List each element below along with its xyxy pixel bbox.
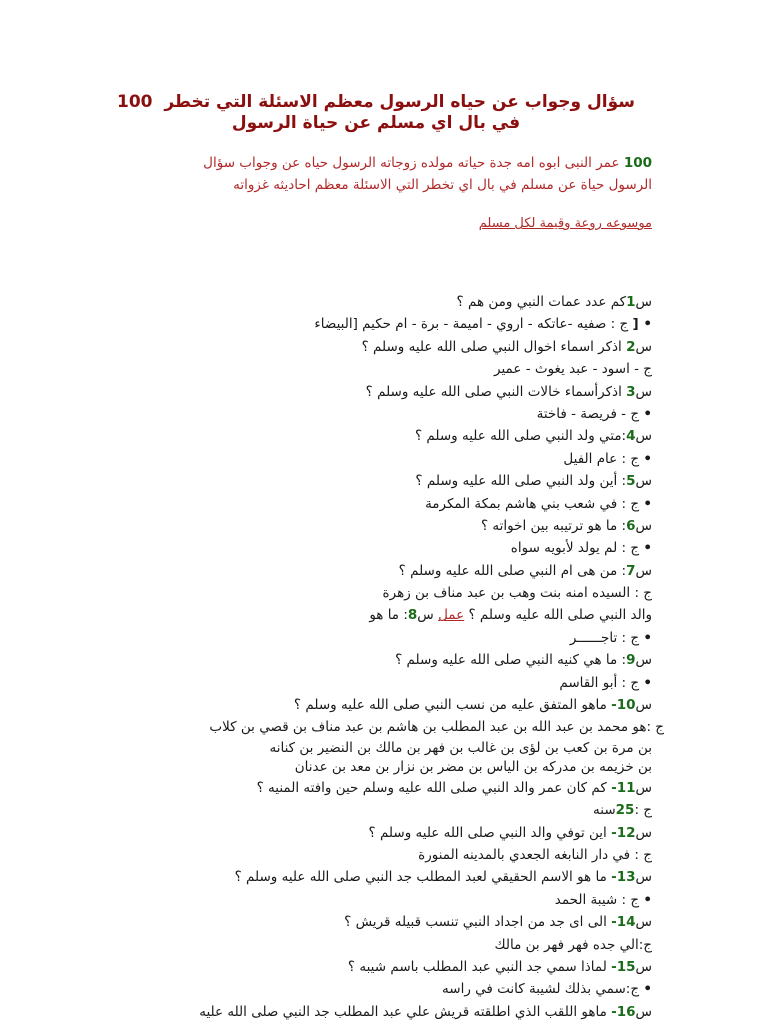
q-prefix: س [635, 294, 652, 310]
title-line-1 [96, 92, 656, 113]
q-prefix: س [635, 517, 652, 534]
bullet: • [643, 981, 652, 998]
question-9 [92, 649, 652, 671]
q-number: 10- [611, 697, 636, 714]
title-number: 100 [117, 92, 153, 112]
bullet: • [643, 540, 652, 557]
question-7 [92, 560, 652, 582]
a-text: ج : شيبة الحمد [554, 891, 640, 908]
q-number: 12- [611, 824, 636, 841]
q-prefix: س [635, 869, 652, 886]
q-number: 8 [407, 607, 418, 624]
q-text: كم عدد عمات النبي ومن هم ؟ [456, 294, 627, 310]
q-prefix: س [417, 607, 439, 624]
answer-12: ج : في دار النابغه الجعدي بالمدينه المنورة [418, 846, 652, 863]
q-number: 14- [611, 914, 636, 931]
a-text: ج:سمي بذلك لشيبة كانت في راسه [442, 981, 640, 998]
question-11 [92, 777, 652, 799]
a-text: ج : عام الفيل [563, 450, 640, 467]
q-prefix: س [635, 383, 652, 400]
bullet: • [643, 629, 652, 646]
bullet: • [643, 891, 652, 908]
question-8 [92, 604, 652, 626]
q-text: : ما هو [369, 607, 408, 624]
a-text: ج - فريصة - فاختة [536, 405, 640, 422]
q-prefix: س [635, 562, 652, 579]
question-16 [92, 1001, 652, 1023]
a-text: ج : أبو القاسم [559, 674, 640, 691]
q-text: اذكر اسماء اخوال النبي صلى الله عليه وسلم ؟ [361, 338, 627, 355]
q-number: 13- [611, 869, 636, 886]
q-prefix: س [635, 1003, 652, 1020]
answer-11 [92, 799, 652, 821]
answer-9 [92, 672, 652, 694]
a-text: ج : في شعب بني هاشم بمكة المكرمة [425, 495, 640, 512]
intro-number: 100 [623, 155, 652, 171]
q-text: لماذا سمي جد النبي عبد المطلب باسم شيبه ؟ [347, 958, 612, 975]
answer-2: ج - اسود - عبد يغوث - عمير [494, 361, 652, 378]
q-text: والد النبي صلى الله عليه وسلم ؟ [464, 607, 652, 624]
question-3 [92, 381, 652, 403]
q-prefix: س [635, 779, 652, 796]
q-prefix: س [635, 697, 652, 714]
intro-line-1 [112, 152, 652, 174]
answer-5 [92, 493, 652, 515]
a-number: 25 [615, 802, 635, 819]
encyclopedia-link[interactable]: موسوعه روعة وقيمة لكل مسلم [478, 216, 652, 231]
question-13 [92, 866, 652, 888]
answer-14: ج:الي جده فهر فهر بن مالك [494, 936, 652, 953]
q-text: كم كان عمر والد النبي صلى الله عليه وسلم حين وافته المنيه ؟ [256, 779, 612, 796]
bullet: • [ [632, 316, 652, 333]
answer-1 [92, 313, 652, 335]
answer-10-line-2: بن مرة بن كعب بن لؤى بن غالب بن فهر بن مالك بن النضير بن كنانه [269, 739, 652, 756]
q-number: 2 [626, 338, 636, 355]
q-number: 16- [611, 1003, 636, 1020]
q-prefix: س [635, 652, 652, 669]
q-text: ما هو الاسم الحقيقي لعبد المطلب جد النبي صلى الله عليه وسلم ؟ [234, 869, 612, 886]
answer-15 [92, 978, 652, 1000]
question-15 [92, 956, 652, 978]
question-6 [92, 515, 652, 537]
bullet: • [643, 450, 652, 467]
q-prefix: س [635, 338, 652, 355]
answer-13 [92, 889, 652, 911]
q-text: : من هى ام النبي صلى الله عليه وسلم ؟ [398, 562, 627, 579]
question-2 [92, 336, 652, 358]
question-4 [92, 425, 652, 447]
intro-paragraph [112, 152, 652, 196]
title-text: سؤال وجواب عن حياه الرسول معظم الاسئلة التي تخطر [164, 92, 635, 112]
answer-3 [92, 403, 652, 425]
page-title [96, 92, 656, 134]
q-text: : أين ولد النبي صلى الله عليه وسلم ؟ [415, 473, 627, 490]
q-number: 3 [626, 383, 636, 400]
question-1 [92, 291, 652, 313]
a-prefix: ج : [634, 802, 652, 819]
q-prefix: س [635, 958, 652, 975]
q-prefix: س [635, 914, 652, 931]
q-text: اين توفي والد النبي صلى الله عليه وسلم ؟ [368, 824, 612, 841]
answer-4 [92, 448, 652, 470]
answer-7: ج : السيده امنه بنت وهب بن عبد مناف بن زهرة [382, 585, 652, 602]
a-text: ج : لم يولد لأبويه سواه [510, 540, 640, 557]
bullet: • [643, 495, 652, 512]
q-prefix: س [635, 428, 652, 445]
question-14 [92, 911, 652, 933]
answer-10-line-1: ج :هو محمد بن عبد الله بن عبد المطلب بن هاشم بن عبد مناف بن قصي بن كلاب [209, 719, 664, 736]
question-5 [92, 470, 652, 492]
inline-link[interactable]: عمل [438, 607, 465, 624]
a-text: سنه [593, 802, 616, 819]
q-number: 11- [611, 779, 636, 796]
q-text: :متي ولد النبي صلى الله عليه وسلم ؟ [414, 428, 627, 445]
bullet: • [643, 405, 652, 422]
q-number: 9 [626, 652, 636, 669]
q-text: الى اى جد من اجداد النبي تنسب قبيله قريش ؟ [344, 914, 612, 931]
q-text: : ما هو ترتيبه بين اخواته ؟ [480, 517, 627, 534]
intro-line-1-text: عمر النبى ابوه امه جدة حياته مولده زوجاته الرسول حياه عن وجواب سؤال [203, 155, 620, 171]
q-number: 15- [611, 958, 636, 975]
q-number: 7 [626, 562, 636, 579]
q-number: 6 [626, 517, 636, 534]
q-text: ماهو المتفق عليه من نسب النبي صلى الله عليه وسلم ؟ [293, 697, 612, 714]
q-number: 5 [626, 473, 636, 490]
bullet: • [643, 674, 652, 691]
question-10 [92, 694, 652, 716]
answer-8 [92, 627, 652, 649]
qa-list [92, 291, 664, 1023]
answer-10-line-3: بن خزيمه بن مدركه بن الياس بن مضر بن نزار بن معد بن عدنان [294, 758, 652, 775]
question-12 [92, 822, 652, 844]
a-text: ج : صفيه -عاتكه - اروي - اميمة - برة - ام حكيم [البيضاء [314, 316, 629, 333]
title-line-2: في بال اي مسلم عن حياة الرسول [231, 113, 521, 133]
q-text: ماهو اللقب الذي اطلقته قريش علي عبد المطلب جد النبي صلى الله عليه [199, 1003, 612, 1020]
q-prefix: س [635, 473, 652, 490]
q-text: : ما هي كنيه النبي صلى الله عليه وسلم ؟ [395, 652, 627, 669]
q-text: اذكرأسماء خالات النبي صلى الله عليه وسلم ؟ [365, 383, 627, 400]
q-number: 1 [626, 294, 636, 310]
answer-6 [92, 537, 652, 559]
a-text: ج : تاجــــــر [569, 629, 640, 646]
q-prefix: س [635, 824, 652, 841]
intro-line-2: الرسول حياة عن مسلم في بال اي تخطر التي الاسئلة معظم احاديثه غزواته [233, 177, 652, 193]
q-number: 4 [626, 428, 636, 445]
